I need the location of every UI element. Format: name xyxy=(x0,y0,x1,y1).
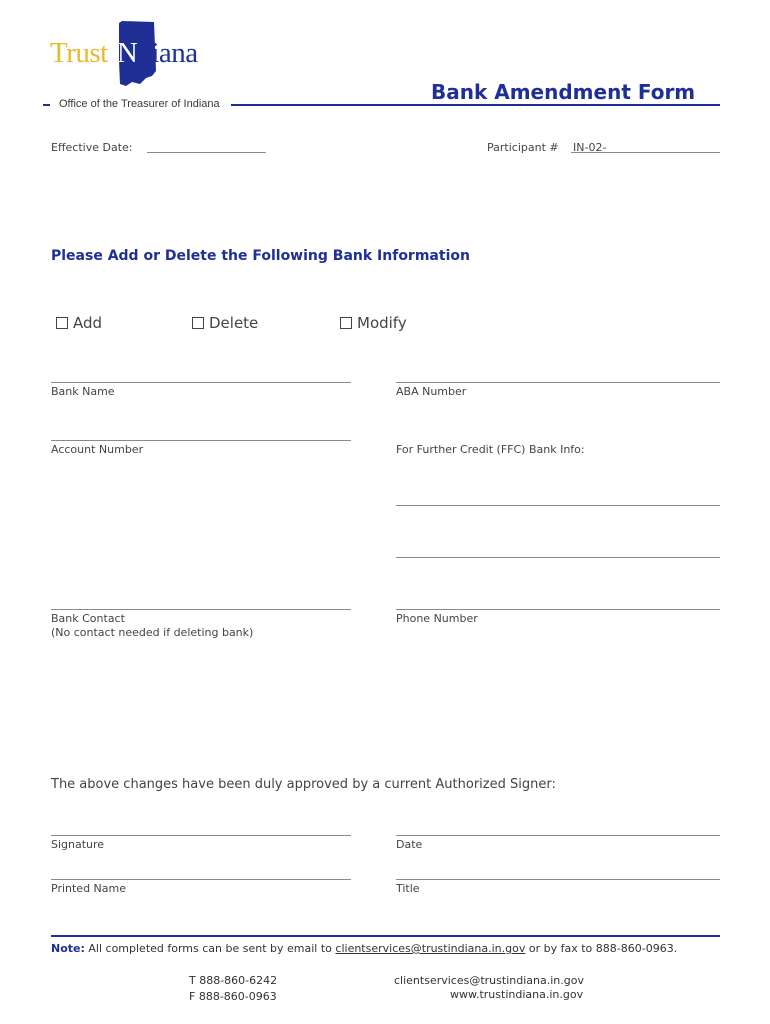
note-email-link[interactable]: clientservices@trustindiana.in.gov xyxy=(335,942,526,955)
ffc-info-field-1[interactable] xyxy=(396,505,720,506)
footer-email[interactable]: clientservices@trustindiana.in.gov xyxy=(394,974,584,987)
ffc-info-field-2[interactable] xyxy=(396,557,720,558)
modify-checkbox[interactable] xyxy=(340,317,352,329)
bank-contact-field[interactable] xyxy=(51,609,351,610)
logo-trust-text: Trust xyxy=(50,37,108,69)
phone-number-field[interactable] xyxy=(396,609,720,610)
logo-diana-text: diana xyxy=(137,37,198,69)
bank-contact-note: (No contact needed if deleting bank) xyxy=(51,626,254,639)
account-number-label: Account Number xyxy=(51,443,144,456)
delete-label: Delete xyxy=(209,314,259,332)
logo xyxy=(50,18,240,88)
aba-number-field[interactable] xyxy=(396,382,720,383)
printed-name-label: Printed Name xyxy=(51,882,127,895)
phone-number-label: Phone Number xyxy=(396,612,478,625)
aba-number-label: ABA Number xyxy=(396,385,467,398)
modify-label: Modify xyxy=(357,314,407,332)
bank-contact-label: Bank Contact xyxy=(51,612,125,625)
section-heading: Please Add or Delete the Following Bank Information xyxy=(51,248,470,264)
footer-note xyxy=(51,942,677,955)
ffc-info-label: For Further Credit (FFC) Bank Info: xyxy=(396,443,585,456)
effective-date-field[interactable] xyxy=(147,152,266,153)
participant-field[interactable] xyxy=(571,152,720,153)
office-dash xyxy=(43,104,50,106)
signature-field[interactable] xyxy=(51,835,351,836)
note-text-2: or by fax to 888-860-0963. xyxy=(525,942,678,955)
approval-statement: The above changes have been duly approved by a current Authorized Signer: xyxy=(51,777,556,792)
effective-date-label: Effective Date: xyxy=(51,141,133,154)
office-label: Office of the Treasurer of Indiana xyxy=(59,98,220,110)
footer-phone: T 888-860-6242 xyxy=(189,974,278,987)
footer-website[interactable]: www.trustindiana.in.gov xyxy=(450,988,584,1001)
logo-in-text: IN xyxy=(107,37,138,69)
printed-name-field[interactable] xyxy=(51,879,351,880)
participant-value: IN-02- xyxy=(573,141,607,154)
signature-label: Signature xyxy=(51,838,105,851)
footer-fax: F 888-860-0963 xyxy=(189,990,277,1003)
add-label: Add xyxy=(73,314,103,332)
note-label: Note: xyxy=(51,942,85,955)
title-field[interactable] xyxy=(396,879,720,880)
delete-checkbox[interactable] xyxy=(192,317,204,329)
bank-name-field[interactable] xyxy=(51,382,351,383)
date-field[interactable] xyxy=(396,835,720,836)
footer-rule xyxy=(51,935,720,937)
title-label: Title xyxy=(396,882,420,895)
title-rule xyxy=(231,104,720,106)
page-title: Bank Amendment Form xyxy=(431,80,696,104)
note-text-1: All completed forms can be sent by email to xyxy=(84,942,336,955)
add-checkbox[interactable] xyxy=(56,317,68,329)
date-label: Date xyxy=(396,838,423,851)
participant-label: Participant # xyxy=(487,141,559,154)
bank-name-label: Bank Name xyxy=(51,385,115,398)
account-number-field[interactable] xyxy=(51,440,351,441)
